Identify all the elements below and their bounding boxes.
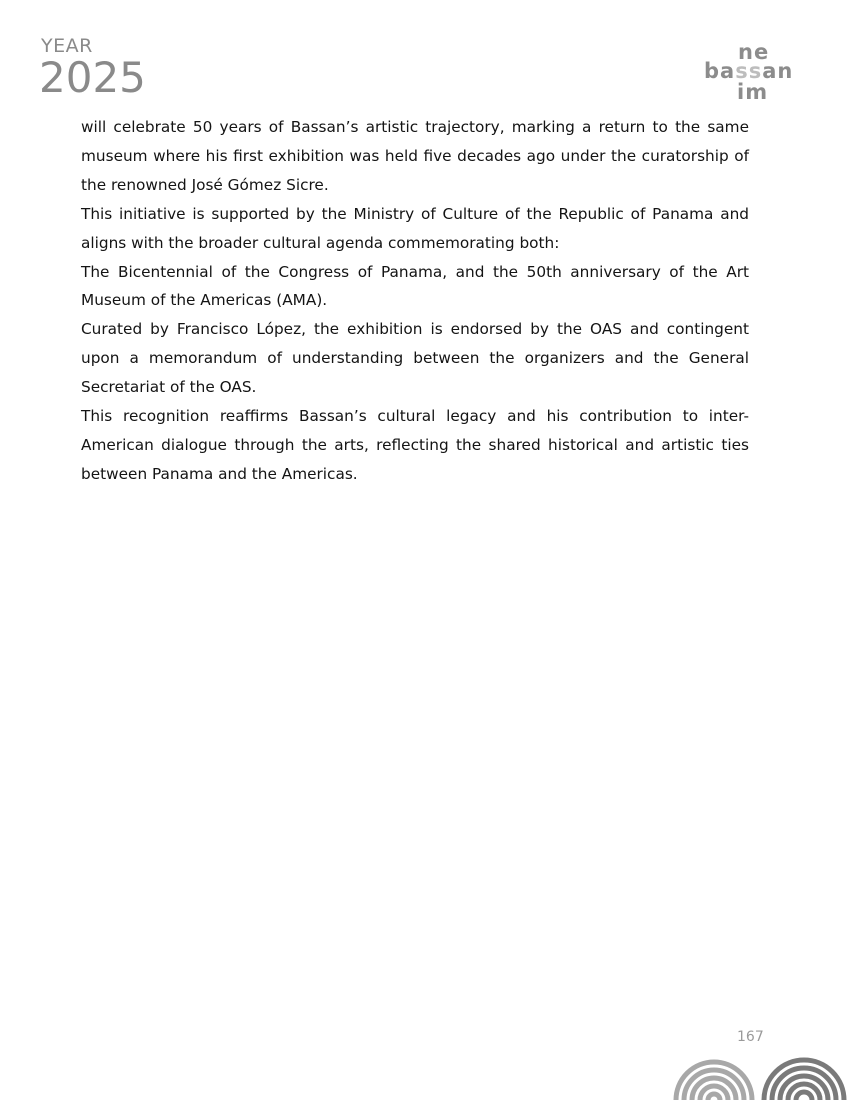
paragraph-2: This initiative is supported by the Ministry of Culture of the Republic of Panama and aligns with the broader cultural agenda commemorating both: — [81, 204, 749, 252]
logo-mid-a: ba — [704, 59, 736, 83]
nebassanim-logo — [700, 40, 820, 106]
paragraph-3: The Bicentennial of the Congress of Panama, and the 50th anniversary of the Art Museum of the Americas (AMA). — [81, 262, 749, 310]
paragraph-5: This recognition reaffirms Bassan’s cultural legacy and his contribution to inter-American dialogue through the arts, reflecting the shared historical and artistic ties between Panama and the Americas. — [81, 407, 749, 483]
year-number: 2025 — [39, 53, 146, 102]
logo-line-middle — [704, 61, 793, 82]
logo-line-bottom: im — [737, 80, 769, 104]
arc-group-right — [764, 1060, 844, 1100]
paragraph-4: Curated by Francisco López, the exhibition is endorsed by the OAS and contingent upon a memorandum of understanding between the organizers and the General Secretariat of the OAS. — [81, 320, 749, 397]
logo-mid-b: ss — [735, 59, 763, 83]
year-label: YEAR — [41, 35, 93, 57]
paragraph-1: will celebrate 50 years of Bassan’s artistic trajectory, marking a return to the same museum where his first exhibition was held five decades ago under the curatorship of the renowned José Gómez Sicre. — [81, 118, 749, 194]
page-number: 167 — [737, 1029, 764, 1045]
body-text — [81, 113, 749, 489]
logo-line-top: ne — [738, 40, 770, 64]
arc-group-left — [676, 1062, 752, 1100]
decorative-arcs-icon — [670, 1048, 850, 1100]
logo-mid-c: an — [762, 59, 794, 83]
